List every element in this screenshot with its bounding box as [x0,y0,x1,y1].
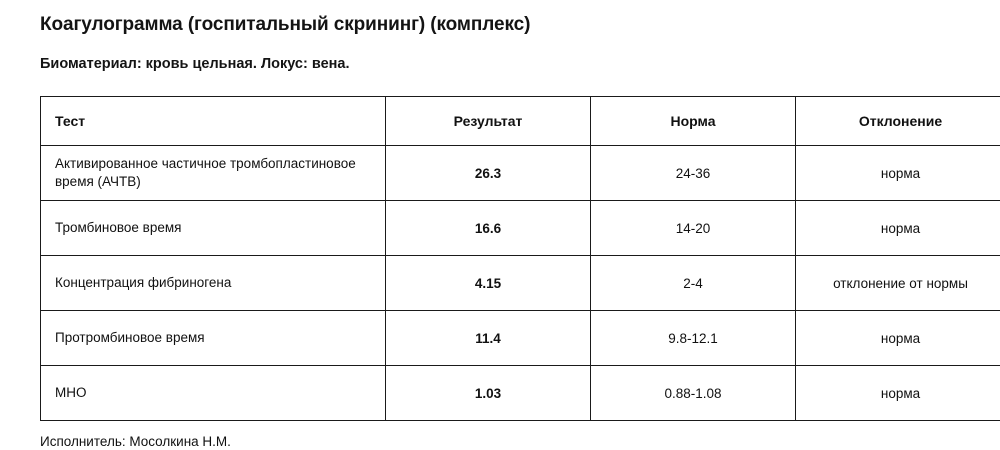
cell-norm: 9.8-12.1 [591,311,796,366]
table-row [41,366,1000,421]
table-row [41,256,1000,311]
cell-deviation: норма [796,366,1000,421]
column-header-result: Результат [386,97,591,146]
cell-result: 16.6 [386,201,591,256]
cell-norm: 14-20 [591,201,796,256]
table-row [41,146,1000,201]
column-header-test: Тест [41,97,386,146]
cell-deviation: отклонение от нормы [796,256,1000,311]
results-table-container [40,96,1000,421]
cell-test: Концентрация фибриногена [41,256,386,311]
cell-norm: 2-4 [591,256,796,311]
table-row [41,201,1000,256]
cell-result: 1.03 [386,366,591,421]
cell-norm: 24-36 [591,146,796,201]
cell-test: Активированное частичное тромбопластиновое время (АЧТВ) [41,146,386,201]
column-header-norm: Норма [591,97,796,146]
table-header [41,97,1000,146]
cell-deviation: норма [796,311,1000,366]
results-table [40,96,1000,421]
page-title: Коагулограмма (госпитальный скрининг) (комплекс) [40,14,531,35]
cell-deviation: норма [796,146,1000,201]
cell-result: 26.3 [386,146,591,201]
biomaterial-line: Биоматериал: кровь цельная. Локус: вена. [40,56,350,72]
cell-test: Тромбиновое время [41,201,386,256]
table-header-row [41,97,1000,146]
table-row [41,311,1000,366]
cell-test: Протромбиновое время [41,311,386,366]
cell-deviation: норма [796,201,1000,256]
table-body [41,146,1000,421]
cell-test: МНО [41,366,386,421]
column-header-deviation: Отклонение [796,97,1000,146]
cell-norm: 0.88-1.08 [591,366,796,421]
cell-result: 4.15 [386,256,591,311]
performer-line: Исполнитель: Мосолкина Н.М. [40,434,231,449]
cell-result: 11.4 [386,311,591,366]
